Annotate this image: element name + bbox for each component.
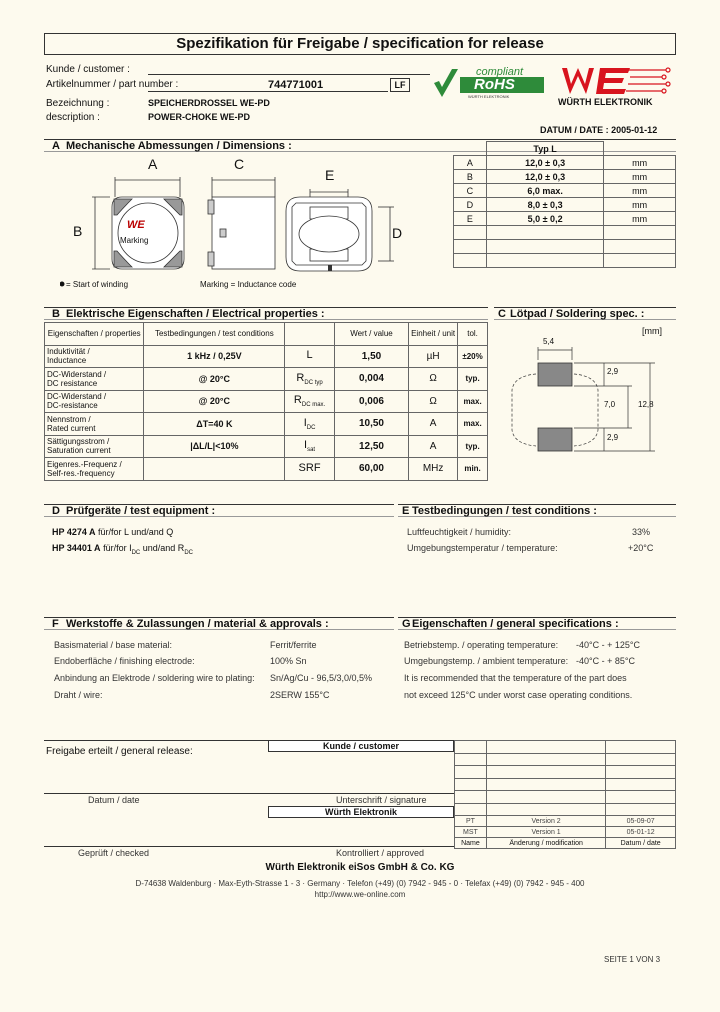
- el-tolerance: min.: [458, 458, 488, 481]
- el-symbol-main: SRF: [298, 461, 321, 474]
- el-property-en: Rated current: [47, 423, 96, 433]
- electrical-row: [45, 390, 488, 413]
- dim-row: [454, 184, 676, 198]
- revision-cell: [455, 753, 487, 766]
- el-symbol-main: I: [303, 416, 307, 429]
- equipment-line-2: [52, 543, 193, 556]
- dim-cell-value: 8,0 ± 0,3: [486, 198, 604, 212]
- signature-label: Unterschrift / signature: [336, 795, 427, 805]
- material-label: Draht / wire:: [54, 690, 103, 700]
- revision-cell: [606, 753, 676, 766]
- el-condition: @ 20°C: [144, 390, 285, 413]
- dim-row: [454, 226, 676, 240]
- revision-cell: [486, 741, 605, 754]
- el-unit: A: [409, 413, 458, 436]
- el-property-en: DC-resistance: [47, 401, 98, 411]
- we-logo: [556, 64, 676, 108]
- material-label: Anbindung an Elektrode / soldering wire to plating:: [54, 673, 255, 683]
- dim-row: [454, 198, 676, 212]
- section-f-header: [44, 617, 394, 630]
- we-logo-icon: [556, 64, 676, 98]
- el-condition: 1 kHz / 0,25V: [144, 345, 285, 368]
- we-logo-text: WÜRTH ELEKTRONIK: [558, 97, 653, 107]
- el-symbol: [285, 345, 335, 368]
- dim-header: Typ L: [486, 142, 604, 156]
- revision-cell: [455, 791, 487, 804]
- el-property-de: Nennstrom /: [47, 414, 91, 424]
- dim-cell-value: 12,0 ± 0,3: [486, 170, 604, 184]
- revision-date: 05-09-07: [606, 816, 676, 827]
- dim-cell-unit: mm: [604, 198, 676, 212]
- el-tolerance: typ.: [458, 368, 488, 391]
- equipment-2-use: für/for I: [103, 543, 132, 553]
- label-b: B: [73, 223, 83, 239]
- start-of-winding: = Start of winding: [66, 280, 129, 289]
- revision-cell: [486, 766, 605, 779]
- temperature-label: Umgebungstemperatur / temperature:: [407, 543, 558, 553]
- el-head-unit: Einheit / unit: [409, 323, 458, 346]
- section-f-title: Werkstoffe & Zulassungen / material & approvals :: [66, 618, 329, 630]
- el-symbol-sub: DC: [306, 424, 316, 431]
- el-value: 10,50: [334, 413, 408, 436]
- part-number-label: Artikelnummer / part number :: [46, 79, 179, 90]
- el-property-de: DC-Widerstand /: [47, 369, 107, 379]
- revision-table: [454, 740, 676, 849]
- section-b-header: [44, 307, 488, 320]
- customer-line: [148, 74, 430, 75]
- el-property-de: DC-Widerstand /: [47, 392, 107, 402]
- equipment-1-use: für/for L und/and Q: [98, 527, 174, 537]
- el-property: [45, 390, 144, 413]
- material-value: Ferrit/ferrite: [270, 640, 317, 650]
- el-symbol: [285, 435, 335, 458]
- revision-cell: [455, 741, 487, 754]
- section-b-title: Elektrische Eigenschaften / Electrical properties :: [66, 308, 325, 320]
- el-property-de: Eigenres.-Frequenz /: [47, 459, 122, 469]
- material-label: Endoberfläche / finishing electrode:: [54, 656, 195, 666]
- el-property-de: Induktivität /: [47, 347, 90, 357]
- el-symbol: [285, 368, 335, 391]
- el-head-value: Wert / value: [334, 323, 408, 346]
- section-g-letter: G: [402, 618, 411, 630]
- electrical-row: [45, 368, 488, 391]
- el-property-en: Inductance: [47, 356, 87, 366]
- revision-cell: [606, 803, 676, 816]
- part-line: [148, 91, 388, 92]
- electrical-row: [45, 458, 488, 481]
- material-value: Sn/Ag/Cu - 96,5/3,0/0,5%: [270, 673, 373, 683]
- amb-temp-label: Umgebungstemp. / ambient temperature:: [404, 656, 569, 666]
- revision-empty-row: [455, 791, 676, 804]
- el-symbol: [285, 458, 335, 481]
- revision-head-name: Name: [455, 838, 487, 849]
- dim-row: [454, 170, 676, 184]
- revision-cell: [606, 791, 676, 804]
- revision-head-date: Datum / date: [606, 838, 676, 849]
- rohs-text: RoHS: [474, 76, 515, 93]
- we-header: Würth Elektronik: [268, 806, 454, 818]
- el-value: 0,006: [334, 390, 408, 413]
- equipment-1-name: HP 4274 A: [52, 527, 96, 537]
- revision-empty-row: [455, 753, 676, 766]
- equipment-2-sub1: DC: [131, 549, 141, 556]
- el-head-property: Eigenschaften / properties: [45, 323, 144, 346]
- section-a-title: Mechanische Abmessungen / Dimensions :: [66, 140, 292, 152]
- description-label: description :: [46, 112, 100, 123]
- electrical-row: [45, 413, 488, 436]
- el-unit: MHz: [409, 458, 458, 481]
- el-tolerance: max.: [458, 413, 488, 436]
- pad-bottom-height: 2,9: [607, 433, 619, 442]
- dim-row: [454, 156, 676, 170]
- revision-cell: [455, 766, 487, 779]
- section-e-letter: E: [402, 505, 410, 517]
- page-number: SEITE 1 VON 3: [604, 955, 661, 964]
- el-unit: µH: [409, 345, 458, 368]
- revision-cell: [486, 803, 605, 816]
- el-property-en: Saturation current: [47, 446, 111, 456]
- revision-cell: [455, 803, 487, 816]
- el-value: 1,50: [334, 345, 408, 368]
- approved-label: Kontrolliert / approved: [336, 848, 425, 858]
- dim-cell-dim: D: [454, 198, 487, 212]
- label-e: E: [325, 167, 335, 183]
- el-value: 0,004: [334, 368, 408, 391]
- op-temp-label: Betriebstemp. / operating temperature:: [404, 640, 559, 650]
- rohs-sub: WÜRTH ELEKTRONIK: [468, 94, 510, 99]
- temp-note-1: It is recommended that the temperature of the part does: [404, 673, 627, 683]
- equipment-line-1: [52, 527, 173, 537]
- electrical-row: [45, 435, 488, 458]
- label-a: A: [148, 156, 158, 172]
- dim-cell-value: [486, 240, 604, 254]
- lf-badge: LF: [390, 78, 410, 92]
- section-d-header: [44, 504, 394, 517]
- temp-note-2: not exceed 125°C under worst case operating conditions.: [404, 690, 633, 700]
- designation: SPEICHERDROSSEL WE-PD: [148, 98, 270, 108]
- el-unit: A: [409, 435, 458, 458]
- revision-cell: [455, 778, 487, 791]
- el-symbol-sub: DC typ: [304, 379, 323, 386]
- dim-cell-dim: A: [454, 156, 487, 170]
- section-a-letter: A: [52, 140, 60, 152]
- el-tolerance: typ.: [458, 435, 488, 458]
- section-e-header: [398, 504, 676, 517]
- section-b-letter: B: [52, 308, 60, 320]
- el-property: [45, 413, 144, 436]
- el-tolerance: ±20%: [458, 345, 488, 368]
- revision-change: Version 2: [486, 816, 605, 827]
- section-f-letter: F: [52, 618, 59, 630]
- revision-cell: [606, 741, 676, 754]
- dim-cell-unit: [604, 254, 676, 268]
- dim-row: [454, 212, 676, 226]
- revision-name: MST: [455, 827, 487, 838]
- section-c-title: Lötpad / Soldering spec. :: [510, 308, 645, 320]
- el-symbol: [285, 413, 335, 436]
- dim-cell-unit: [604, 226, 676, 240]
- dim-cell-value: 12,0 ± 0,3: [486, 156, 604, 170]
- revision-date: 05-01-12: [606, 827, 676, 838]
- section-g-title: Eigenschaften / general specifications :: [412, 618, 619, 630]
- el-property: [45, 345, 144, 368]
- el-head-tol: tol.: [458, 323, 488, 346]
- material-label: Basismaterial / base material:: [54, 640, 173, 650]
- marking-label: Marking: [120, 236, 149, 245]
- dim-row: [454, 240, 676, 254]
- dim-cell-dim: [454, 240, 487, 254]
- el-property: [45, 368, 144, 391]
- revision-cell: [486, 753, 605, 766]
- el-symbol-main: L: [306, 349, 313, 362]
- revision-head-change: Änderung / modification: [486, 838, 605, 849]
- revision-cell: [486, 778, 605, 791]
- el-property-en: DC resistance: [47, 378, 98, 388]
- section-e-title: Testbedingungen / test conditions :: [412, 505, 597, 517]
- el-symbol-sub: DC max.: [301, 402, 326, 409]
- dim-cell-unit: mm: [604, 212, 676, 226]
- revision-cell: [606, 766, 676, 779]
- dim-cell-unit: mm: [604, 156, 676, 170]
- el-symbol-main: I: [304, 439, 308, 452]
- designation-label: Bezeichnung :: [46, 98, 110, 109]
- el-property: [45, 458, 144, 481]
- revision-empty-row: [455, 778, 676, 791]
- el-value: 60,00: [334, 458, 408, 481]
- el-tolerance: max.: [458, 390, 488, 413]
- dim-cell-dim: B: [454, 170, 487, 184]
- label-c: C: [234, 156, 245, 172]
- footer-web[interactable]: http://www.we-online.com: [314, 890, 406, 899]
- rohs-compliant: compliant: [476, 66, 524, 78]
- customer-label: Kunde / customer :: [46, 64, 130, 75]
- general-release-label: Freigabe erteilt / general release:: [46, 746, 193, 757]
- pad-top-height: 2,9: [607, 367, 619, 376]
- el-symbol-main: R: [293, 394, 302, 407]
- revision-empty-row: [455, 803, 676, 816]
- material-value: 2SERW 155°C: [270, 690, 330, 700]
- el-head-condition: Testbedingungen / test conditions: [144, 323, 285, 346]
- el-property-en: Self-res.-frequency: [47, 468, 115, 478]
- revision-empty-row: [455, 741, 676, 754]
- el-value: 12,50: [334, 435, 408, 458]
- temperature-value: +20°C: [628, 543, 654, 553]
- revision-row: [455, 827, 676, 838]
- description: POWER-CHOKE WE-PD: [148, 112, 250, 122]
- dim-cell-value: 6,0 max.: [486, 184, 604, 198]
- revision-cell: [606, 778, 676, 791]
- dim-cell-value: 5,0 ± 0,2: [486, 212, 604, 226]
- electrical-rows: [45, 345, 488, 480]
- part-number: 744771001: [268, 79, 324, 91]
- dim-cell-dim: [454, 254, 487, 268]
- section-d-letter: D: [52, 505, 60, 517]
- equipment-2-name: HP 34401 A: [52, 543, 101, 553]
- el-symbol-sub: sat: [307, 447, 316, 454]
- dimension-drawing: [60, 155, 420, 290]
- footer-company: Würth Elektronik eiSos GmbH & Co. KG: [265, 862, 455, 873]
- section-g-header: [398, 617, 676, 630]
- section-c-letter: C: [498, 308, 506, 320]
- dim-cell-unit: mm: [604, 184, 676, 198]
- date: DATUM / DATE : 2005-01-12: [540, 125, 658, 135]
- label-d: D: [392, 225, 403, 241]
- footer-address: D-74638 Waldenburg · Max-Eyth-Strasse 1 - 3 · Germany · Telefon (+49) (0) 7942 - 945 - 0 · Telefax (+49) (0) 7942 - 945 - 400: [135, 879, 585, 888]
- el-property: [45, 435, 144, 458]
- humidity-value: 33%: [632, 527, 651, 537]
- page-title: Spezifikation für Freigabe / specification for release: [44, 33, 676, 55]
- el-condition: |ΔL/L|<10%: [144, 435, 285, 458]
- op-temp-value: -40°C - + 125°C: [576, 640, 640, 650]
- el-property-de: Sättigungsstrom /: [47, 437, 110, 447]
- revision-cell: [486, 791, 605, 804]
- equipment-2-mid: und/and R: [142, 543, 185, 553]
- pad-total: 12,8: [638, 400, 654, 409]
- we-mark-icon: WE: [127, 219, 145, 231]
- section-c-header: [494, 307, 676, 320]
- pad-gap: 7,0: [604, 400, 616, 409]
- winding-marker: [328, 265, 332, 271]
- dim-cell-dim: [454, 226, 487, 240]
- revision-rows: [455, 741, 676, 849]
- material-value: 100% Sn: [270, 656, 307, 666]
- customer-header: Kunde / customer: [268, 740, 454, 752]
- revision-header-row: [455, 838, 676, 849]
- el-unit: Ω: [409, 390, 458, 413]
- dim-cell-value: [486, 226, 604, 240]
- dim-cell-unit: [604, 240, 676, 254]
- electrical-row: [45, 345, 488, 368]
- pad-unit: [mm]: [642, 326, 662, 336]
- el-symbol-main: R: [296, 371, 305, 384]
- revision-name: PT: [455, 816, 487, 827]
- humidity-label: Luftfeuchtigkeit / humidity:: [407, 527, 512, 537]
- release-date-label: Datum / date: [88, 795, 140, 805]
- el-condition: [144, 458, 285, 481]
- dim-row: [454, 254, 676, 268]
- pad-bottom: [538, 428, 572, 451]
- rohs-logo: [432, 67, 546, 99]
- marking-code: Marking = Inductance code: [200, 280, 297, 289]
- amb-temp-value: -40°C - + 85°C: [576, 656, 635, 666]
- dim-cell-dim: E: [454, 212, 487, 226]
- revision-empty-row: [455, 766, 676, 779]
- el-condition: ΔT=40 K: [144, 413, 285, 436]
- equipment-2-sub2: DC: [184, 549, 193, 556]
- el-condition: @ 20°C: [144, 368, 285, 391]
- dim-cell-unit: mm: [604, 170, 676, 184]
- el-unit: Ω: [409, 368, 458, 391]
- section-d-title: Prüfgeräte / test equipment :: [66, 505, 216, 517]
- dimension-table: [453, 141, 676, 268]
- checked-label: Geprüft / checked: [78, 848, 150, 858]
- el-symbol: [285, 390, 335, 413]
- pad-width: 5,4: [543, 337, 555, 346]
- revision-change: Version 1: [486, 827, 605, 838]
- dim-cell-value: [486, 254, 604, 268]
- revision-row: [455, 816, 676, 827]
- checked-line: [44, 846, 454, 847]
- dim-cell-dim: C: [454, 184, 487, 198]
- date-line: [44, 793, 454, 794]
- pad-top: [538, 363, 572, 386]
- electrical-table: [44, 322, 488, 481]
